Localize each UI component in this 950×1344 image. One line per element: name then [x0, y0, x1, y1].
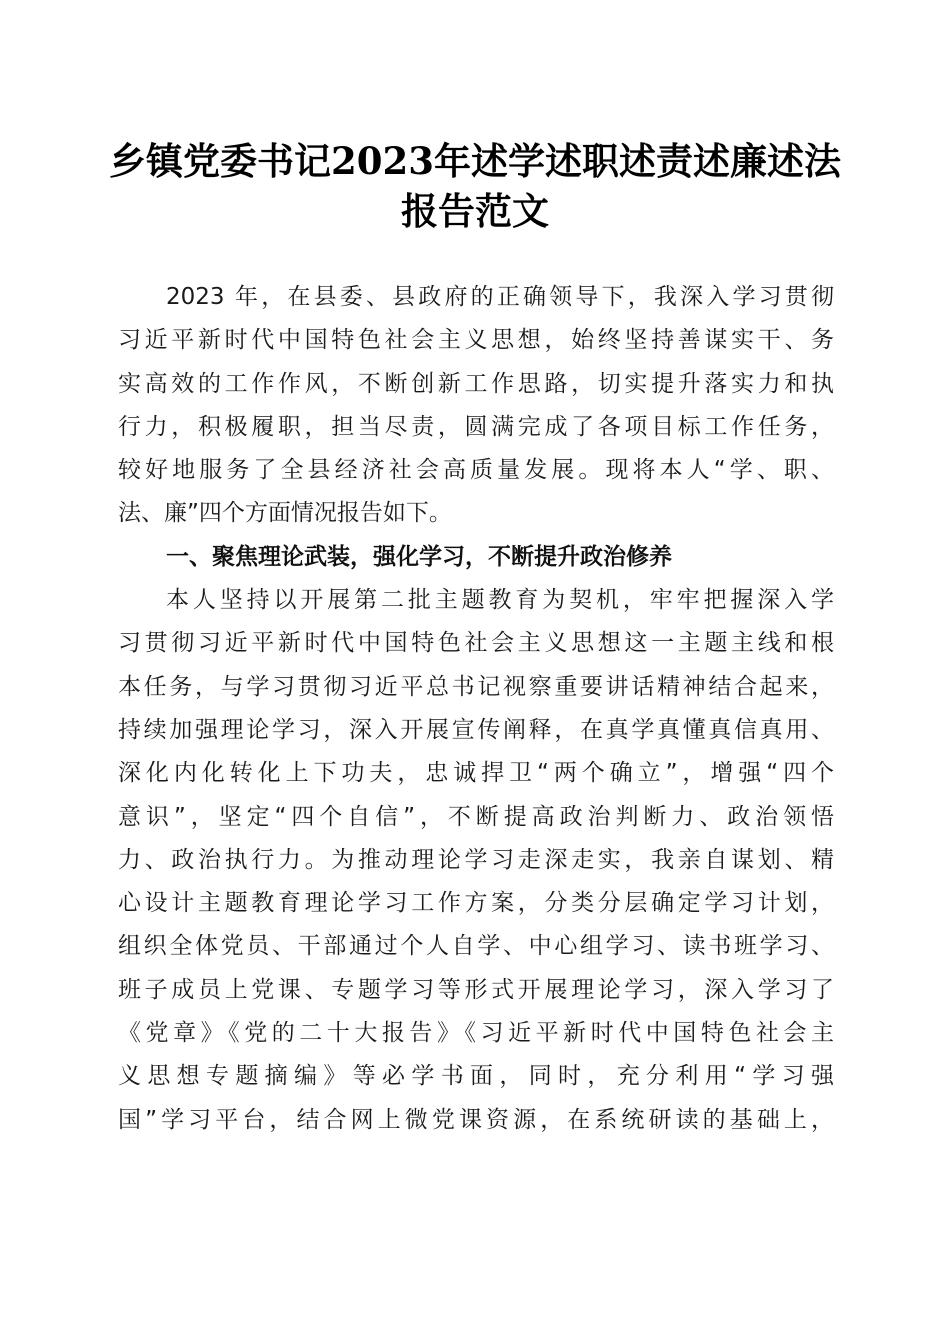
text-line: 本人坚持以开展第二批主题教育为契机，牢牢把握深入学: [166, 587, 834, 614]
section-1-paragraph: [118, 579, 834, 1142]
text-line: 持续加强理论学习，深入开展宣传阐释，在真学真懂真信真用、: [118, 716, 834, 743]
text-line: 班子成员上党课、专题学习等形式开展理论学习，深入学习了: [118, 976, 834, 1003]
text-line: 习近平新时代中国特色社会主义思想，始终坚持善谋实干、务: [118, 327, 834, 354]
text-line: 2023 年，在县委、县政府的正确领导下，我深入学习贯彻: [166, 284, 834, 310]
text-line: 法、廉”四个方面情况报告如下。: [118, 500, 452, 527]
section-heading-1: 一、聚焦理论武装，强化学习，不断提升政治修养: [166, 543, 672, 570]
text-line: 行力，积极履职，担当尽责，圆满完成了各项目标工作任务，: [118, 413, 834, 440]
title-line-1: 乡镇党委书记2023年述学述职述责述廉述法: [109, 139, 841, 183]
intro-paragraph: [118, 276, 834, 536]
title-line-2: 报告范文: [401, 189, 549, 233]
text-line: 国”学习平台，结合网上微党课资源，在系统研读的基础上，: [118, 1106, 834, 1133]
document-title: [100, 136, 850, 236]
text-line: 本任务，与学习贯彻习近平总书记视察重要讲话精神结合起来，: [118, 673, 834, 700]
text-line: 力、政治执行力。为推动理论学习走深走实，我亲自谋划、精: [118, 846, 834, 873]
text-line: 深化内化转化上下功夫，忠诚捍卫“两个确立”，增强“四个: [118, 760, 834, 787]
text-line: 较好地服务了全县经济社会高质量发展。现将本人“学、职、: [118, 457, 834, 484]
text-line: 义思想专题摘编》等必学书面，同时，充分利用“学习强: [118, 1063, 834, 1090]
text-line: 习贯彻习近平新时代中国特色社会主义思想这一主题主线和根: [118, 630, 834, 657]
text-line: 意识”，坚定“四个自信”，不断提高政治判断力、政治领悟: [118, 803, 834, 830]
document-body: [118, 276, 834, 1142]
text-line: 心设计主题教育理论学习工作方案，分类分层确定学习计划，: [118, 890, 834, 917]
text-line: 《党章》《党的二十大报告》《习近平新时代中国特色社会主: [118, 1020, 834, 1047]
text-line: 实高效的工作作风，不断创新工作思路，切实提升落实力和执: [118, 370, 834, 397]
text-line: 组织全体党员、干部通过个人自学、中心组学习、读书班学习、: [118, 933, 834, 960]
